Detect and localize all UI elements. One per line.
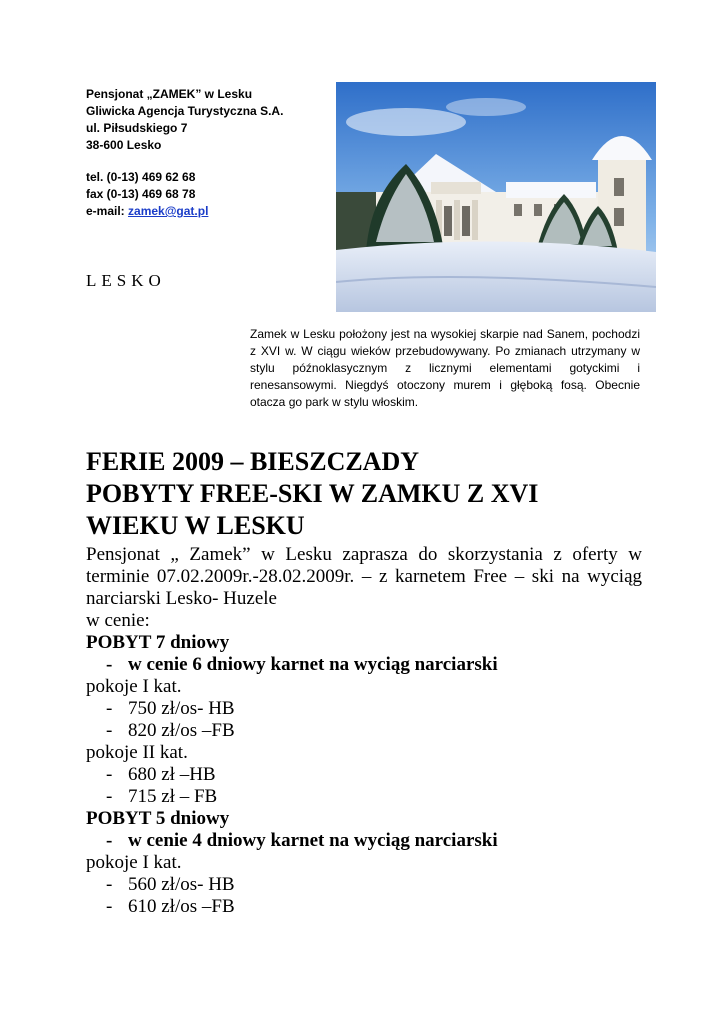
package-included: [86, 830, 642, 852]
price-text: 680 zł –HB: [128, 764, 216, 785]
room-category: pokoje II kat.: [86, 742, 188, 763]
headline-line-1: FERIE 2009 – BIESZCZADY: [86, 447, 420, 476]
contact-postal: 38-600 Lesko: [86, 138, 162, 152]
photo-caption: Zamek w Lesku położony jest na wysokiej skarpie nad Sanem, pochodzi z XVI w. W ciągu wieków przebudowywany. Po zmianach utrzymany w stylu późnoklasycznym z licznymi elementami gotyckimi i renesansowymi. Niegdyś otoczony murem i głęboką fosą. Obecnie otacza go park w stylu włoskim.: [250, 327, 640, 409]
price-item: [86, 698, 642, 720]
contact-email-row: [86, 203, 326, 220]
price-item: [86, 786, 642, 808]
contact-fax: fax (0-13) 469 68 78: [86, 187, 196, 201]
included-text: w cenie 4 dniowy karnet na wyciąg narciarski: [128, 830, 498, 851]
room-category: pokoje I kat.: [86, 852, 182, 873]
price-text: 715 zł – FB: [128, 786, 218, 807]
dash-bullet: -: [106, 654, 113, 675]
headline-line-2: POBYTY FREE-SKI W ZAMKU Z XVI: [86, 479, 539, 508]
headline: [86, 446, 642, 542]
price-text: 750 zł/os- HB: [128, 698, 235, 719]
headline-line-3: WIEKU W LESKU: [86, 511, 305, 540]
price-text: 560 zł/os- HB: [128, 874, 235, 895]
price-text: 820 zł/os –FB: [128, 720, 235, 741]
spacer: [86, 154, 326, 169]
email-link[interactable]: zamek@gat.pl: [128, 204, 209, 218]
contact-name: Pensjonat „ZAMEK” w Lesku: [86, 87, 253, 101]
price-item: [86, 874, 642, 896]
city-label: LESKO: [86, 271, 166, 290]
package-title: POBYT 7 dniowy: [86, 632, 230, 653]
price-item: [86, 720, 642, 742]
room-category: pokoje I kat.: [86, 676, 182, 697]
price-item: [86, 764, 642, 786]
contact-tel: tel. (0-13) 469 62 68: [86, 170, 196, 184]
email-label: e-mail:: [86, 204, 129, 218]
dash-bullet: -: [106, 896, 113, 917]
dash-bullet: -: [106, 786, 113, 807]
contact-block: [86, 86, 326, 220]
included-text: w cenie 6 dniowy karnet na wyciąg narciarski: [128, 654, 498, 675]
package-title: POBYT 5 dniowy: [86, 808, 230, 829]
offer-section: [86, 446, 642, 918]
price-intro: w cenie:: [86, 610, 150, 631]
contact-street: ul. Piłsudskiego 7: [86, 121, 188, 135]
dash-bullet: -: [106, 698, 113, 719]
contact-company: Gliwicka Agencja Turystyczna S.A.: [86, 104, 284, 118]
dash-bullet: -: [106, 830, 113, 851]
offer-intro: Pensjonat „ Zamek” w Lesku zaprasza do skorzystania z oferty w terminie 07.02.2009r.-28.02.2009r. – z karnetem Free – ski na wyciąg narciarski Lesko- Huzele: [86, 544, 642, 609]
dash-bullet: -: [106, 874, 113, 895]
package-included: [86, 654, 642, 676]
dash-bullet: -: [106, 720, 113, 741]
castle-photo: [336, 82, 656, 312]
price-item: [86, 896, 642, 918]
dash-bullet: -: [106, 764, 113, 785]
price-text: 610 zł/os –FB: [128, 896, 235, 917]
